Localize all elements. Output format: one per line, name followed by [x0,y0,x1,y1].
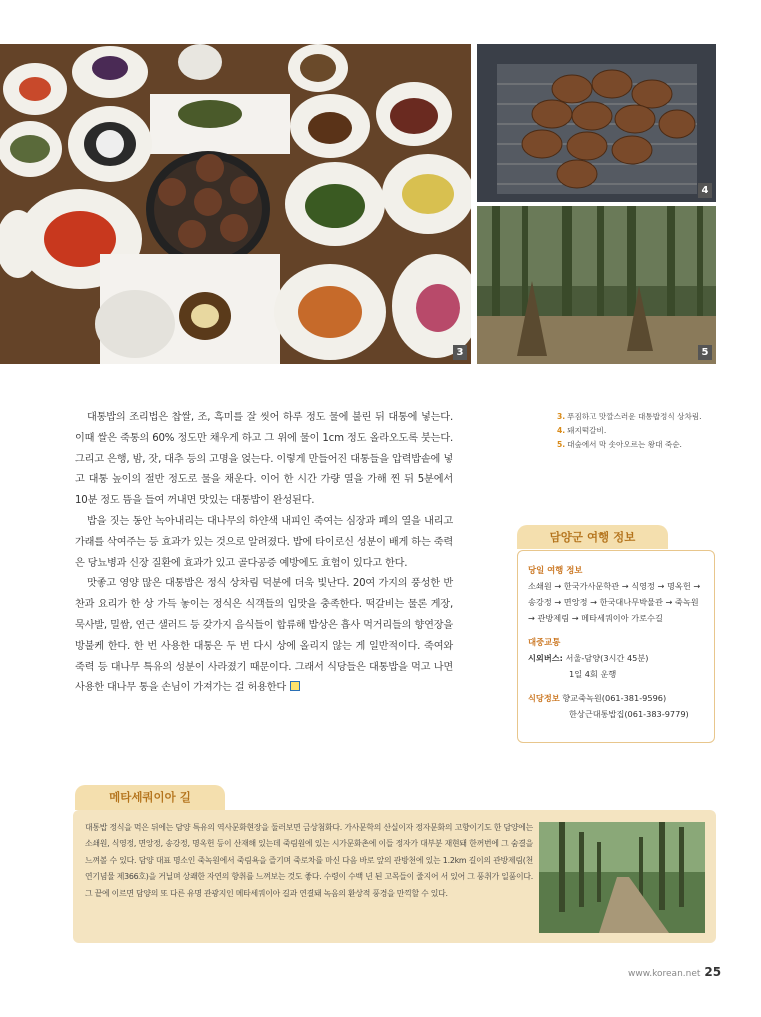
transport-heading: 대중교통 [528,637,561,647]
end-mark-icon [290,681,300,691]
meta-section-text: 대통밥 정식을 먹은 뒤에는 담양 특유의 역사문화현장을 둘러보면 금상첨화다. 가사문학의 산실이자 정자문화의 고향이기도 한 담양에는 소쇄원, 식영정, 면앙정, 송강정, 명옥헌 등이 산재해 있는데 죽림원에 있는 시가문화촌에 이들 정자가 대부분 재현돼 한꺼번에 그 숨결을 느껴볼 수 있다. 담양 대표 명소인 죽녹원에서 죽림욕을 즐기며 죽로차를 마신 다음 바로 앞의 관방천에 있는 1.2km 길이의 관방제림(천연기념물 제366호)을 거닐며 상쾌한 자연의 향취를 느껴보는 것도 좋다. 수령이 수백 년 된 고목들이 줄지어 서 있어 그 풍취가 일품이다. 그 끝에 이르면 담양의 또 다른 유명 관광지인 메타세쿼이아 길과 연결돼 녹음의 환상적 풍경을 만끽할 수 있다. [85,823,533,898]
travel-info-title: 담양군 여행 정보 [517,525,668,549]
article-body [75,408,453,699]
restaurant-label: 식당정보 [528,693,560,703]
bus-label: 시외버스: [528,653,563,663]
caption-item: 4. 돼지떡갈비. [557,426,607,435]
travel-info-box [517,550,715,743]
restaurant-2: 한상근대통밥집(061-383-9779) [569,709,689,719]
restaurant-row [528,690,708,706]
day-trip-route: 소쇄원 → 한국가사문학관 → 식영정 → 명옥헌 → 송강정 → 면앙정 → 한국대나무박물관 → 죽녹원 → 관방제림 → 메타세쿼이아 가로수길 [528,581,701,623]
bus-route: 서울-담양(3시간 45분) [565,653,649,663]
bus-row [528,650,708,666]
footer-url: www.korean.net [628,969,701,979]
body-paragraph [75,574,453,699]
bus-frequency: 1일 4회 운행 [569,669,617,679]
photo-number-badge: 4 [698,183,712,198]
photo-captions [557,410,702,452]
photo-grilled-galbi [477,44,716,202]
photo-metasequoia-road [539,822,705,933]
caption-item: 5. 대숲에서 막 솟아오르는 왕대 죽순. [557,440,682,449]
restaurant-1: 향교죽녹원(061-381-9596) [562,693,667,703]
photo-bamboo-shoot [477,206,716,364]
photo-number-badge: 3 [453,345,467,360]
page-footer [628,965,721,979]
page-number: 25 [704,965,722,979]
day-trip-heading: 당일 여행 정보 [528,565,583,575]
meta-section-title: 메타세쿼이아 길 [75,785,225,810]
body-paragraph-text: 맛좋고 영양 많은 대통밥은 정식 상차림 덕분에 더욱 빛난다. 20여 가지의 풍성한 반찬과 요리가 한 상 가득 놓이는 정식은 식객들의 입맛을 충족한다. 떡갈비는 물론 게장, 묵사발, 밀쌈, 연근 샐러드 등 갖가지 음식들이 합류해 밥상은 흡사 먹거리들의 향연장을 방불케 한다. 한 번 사용한 대통은 두 번 다시 상에 올리지 않는 게 일반적이다. 죽여와 죽력 등 대나무 특유의 성분이 사라졌기 때문이다. 그래서 식당들은 대통밥을 먹고 나면 사용한 대나무 통을 손님이 가져가는 걸 허용한다 [75,578,453,694]
photo-number-badge: 5 [698,345,712,360]
photo-food-table [0,44,471,364]
body-paragraph: 밥을 짓는 동안 녹아내리는 대나무의 하얀색 내피인 죽여는 심장과 폐의 열을 내리고 가래를 삭여주는 등 효과가 있는 것으로 알려졌다. 밥에 타이로신 성분이 배게 하는 죽력은 당뇨병과 신장 질환에 효과가 있고 골다공증 예방에도 효험이 있다고 한다. [75,515,453,569]
body-paragraph: 대통밥의 조리법은 찹쌀, 조, 흑미를 잘 씻어 하루 정도 물에 불린 뒤 대통에 넣는다. 이때 쌀은 죽통의 60% 정도만 채우게 하고 그 위에 물이 1cm 정도 올라오도록 붓는다. 그리고 은행, 밤, 잣, 대추 등의 고명을 얹는다. 이렇게 만들어진 대통들을 압력밥솥에 넣고 대통 높이의 절반 정도로 물을 채운다. 이어 한 시간 가량 열을 가해 찐 뒤 5분에서 10분 정도 뜸을 들여 꺼내면 맛있는 대통밥이 완성된다. [75,412,453,507]
caption-item: 3. 푸짐하고 맛깔스러운 대통밥정식 상차림. [557,412,702,421]
